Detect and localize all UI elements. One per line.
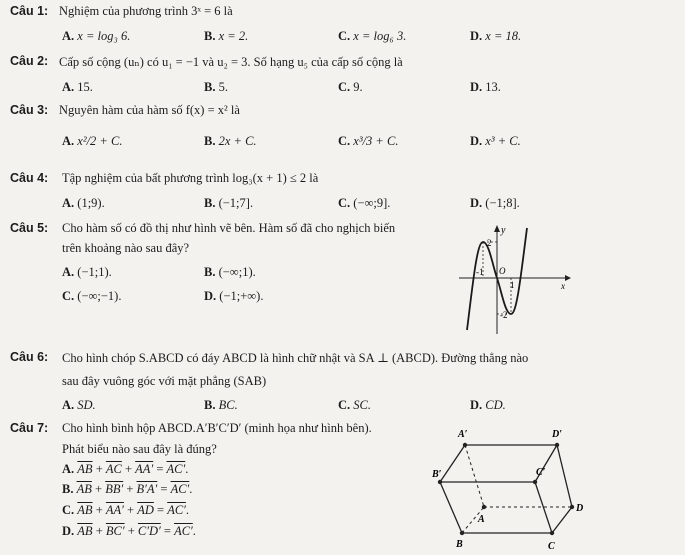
- q5-option-c: C. (−∞;−1).: [62, 289, 122, 303]
- q4-option-c: C. (−∞;9].: [338, 196, 391, 210]
- graph-tick-1: 1: [510, 280, 515, 290]
- q4-option-a: A. (1;9).: [62, 196, 105, 210]
- label-d: D: [576, 503, 584, 514]
- graph-tick-2: 2: [487, 238, 492, 248]
- q2-option-c: C. 9.: [338, 80, 363, 94]
- label-c: C: [548, 541, 555, 552]
- q5-text-line1: Cho hàm số có đồ thị như hình vẽ bên. Hàm số đã cho nghịch biến: [62, 221, 396, 235]
- q5-text-line2: trên khoảng nào sau đây?: [62, 241, 190, 255]
- label-d1: D′: [552, 429, 563, 440]
- graph-tick-m2: -2: [500, 310, 508, 320]
- label-b: B: [456, 539, 463, 550]
- q1-option-b: B. x = 2.: [204, 29, 249, 43]
- q7-parallelepiped-figure: [432, 425, 592, 553]
- q1-text: Nghiệm của phương trình 3ˣ = 6 là: [59, 4, 233, 18]
- label-b1: B′: [432, 469, 442, 480]
- edge-b1-b: [440, 482, 462, 533]
- x-axis-arrow-icon: [565, 275, 571, 281]
- q3-option-c: C. x³/3 + C.: [338, 134, 399, 148]
- q1-number: Câu 1:: [10, 4, 49, 18]
- q6-text-line1: Cho hình chóp S.ABCD có đáy ABCD là hình chữ nhật và SA ⊥ (ABCD). Đường thẳng nào: [62, 351, 529, 365]
- q1-option-d: D. x = 18.: [470, 29, 522, 43]
- q6-number: Câu 6:: [10, 350, 49, 364]
- q4-text: Tập nghiệm của bất phương trình log₃(x + 1) ≤ 2 là: [62, 171, 319, 185]
- q2-number: Câu 2:: [10, 54, 49, 68]
- edge-a1-b1: [440, 445, 465, 482]
- graph-origin-label: O: [499, 266, 506, 276]
- y-axis-arrow-icon: [494, 225, 500, 232]
- graph-y-label: y: [501, 225, 506, 236]
- q5-number: Câu 5:: [10, 221, 49, 235]
- q5-option-d: D. (−1;+∞).: [204, 289, 264, 303]
- q1-option-c: C. x = log₆ 3.: [338, 29, 407, 43]
- q6-option-d: D. CD.: [470, 398, 506, 412]
- q5-option-a: A. (−1;1).: [62, 265, 112, 279]
- q1-option-a: A. x = log₃ 6.: [62, 29, 131, 43]
- q6-option-c: C. SC.: [338, 398, 371, 412]
- edge-a1-a: [465, 445, 484, 507]
- graph-x-label: x: [561, 281, 565, 291]
- label-c1: C′: [536, 467, 546, 478]
- q7-text-line2: Phát biểu nào sau đây là đúng?: [62, 442, 217, 456]
- q2-text: Cấp số cộng (uₙ) có u₁ = −1 và u₂ = 3. Số hạng u₅ của cấp số cộng là: [59, 55, 403, 69]
- q7-number: Câu 7:: [10, 421, 49, 435]
- q5-option-b: B. (−∞;1).: [204, 265, 256, 279]
- edge-c1-c: [535, 482, 552, 533]
- q7-option-d: D. $\overline{AB} + BC' + C'D' = AC'$.: [62, 524, 196, 538]
- q3-option-a: A. x²/2 + C.: [62, 134, 123, 148]
- q6-option-b: B. BC.: [204, 398, 238, 412]
- q7-text-line1: Cho hình bình hộp ABCD.A′B′C′D′ (minh họa như hình bên).: [62, 421, 372, 435]
- label-a1: A′: [458, 429, 468, 440]
- q3-number: Câu 3:: [10, 103, 49, 117]
- q2-option-a: A. 15.: [62, 80, 93, 94]
- edge-d1-d: [557, 445, 572, 507]
- q4-option-b: B. (−1;7].: [204, 196, 254, 210]
- q3-option-b: B. 2x + C.: [204, 134, 257, 148]
- graph-tick-m1: -1: [476, 267, 484, 277]
- q6-option-a: A. SD.: [62, 398, 96, 412]
- q6-text-line2: sau đây vuông góc với mặt phẳng (SAB): [62, 374, 267, 388]
- q7-option-a: A. $\overline{AB} + \overline{AC} + AA' = AC'$.: [62, 462, 189, 476]
- q2-option-d: D. 13.: [470, 80, 501, 94]
- q2-option-b: B. 5.: [204, 80, 228, 94]
- q5-function-graph: [455, 222, 573, 340]
- q3-text: Nguyên hàm của hàm số f(x) = x² là: [59, 103, 240, 117]
- q7-option-b: B. $\overline{AB} + BB' + B'A' = AC'$.: [62, 482, 193, 496]
- q4-option-d: D. (−1;8].: [470, 196, 520, 210]
- q3-option-d: D. x³ + C.: [470, 134, 521, 148]
- edge-c-d: [552, 507, 572, 533]
- label-a: A: [478, 514, 485, 525]
- q7-option-c: C. $\overline{AB} + AA' + \overline{AD} = AC'$.: [62, 503, 190, 517]
- q4-number: Câu 4:: [10, 171, 49, 185]
